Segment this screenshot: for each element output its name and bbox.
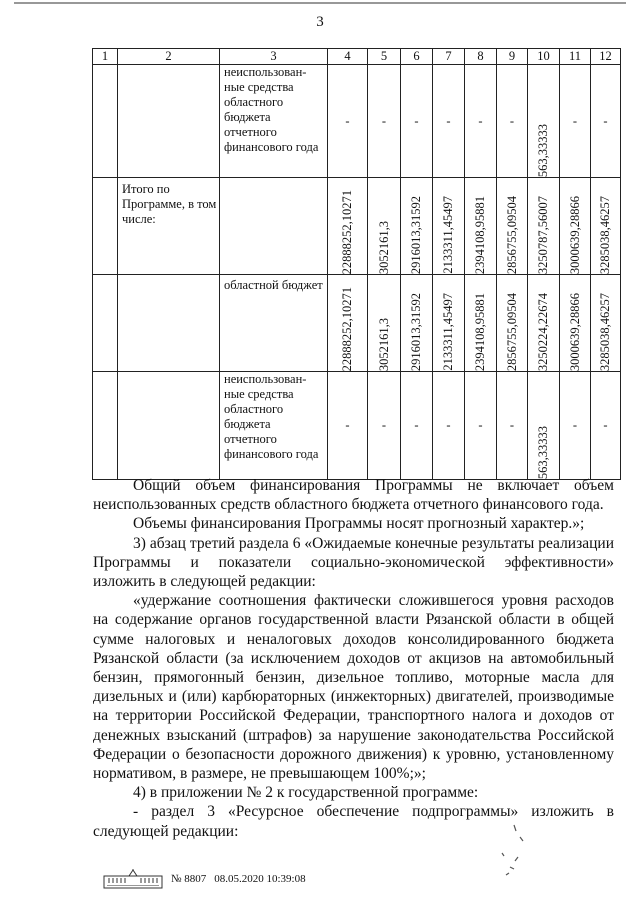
- cell-value: -: [497, 65, 528, 178]
- cell-value-rotated: 3250787,56007: [528, 178, 560, 275]
- cell-value-rotated: 2916013,31592: [401, 275, 433, 372]
- cell-value-rotated: 563,33333: [528, 65, 560, 178]
- cell-value-rotated: 2133311,45497: [433, 178, 465, 275]
- table-row: [93, 65, 621, 178]
- cell-col1: [93, 65, 118, 178]
- cell-value-rotated: 2394108,95881: [465, 275, 497, 372]
- cell-value-rotated: 3000639,28866: [560, 178, 591, 275]
- cell-value: -: [368, 65, 401, 178]
- paragraph: - раздел 3 «Ресурсное обеспечение подпрограммы» изложить в следующей редакции:: [93, 803, 614, 840]
- document-body: [93, 476, 614, 841]
- registry-stamp-icon: [103, 868, 163, 890]
- cell-value: -: [560, 65, 591, 178]
- cell-value-rotated: 2916013,31592: [401, 178, 433, 275]
- paragraph: 3) абзац третий раздела 6 «Ожидаемые конечные результаты реализации Программы и показатели социально-экономической эффективности» изложить в следующей редакции:: [93, 534, 614, 591]
- table-row: [93, 275, 621, 372]
- paragraph: Объемы финансирования Программы носят прогнозный характер.»;: [133, 515, 585, 533]
- cell-value-rotated: 3250224,22674: [528, 275, 560, 372]
- col-header: 10: [528, 49, 560, 65]
- cell-value: -: [328, 65, 368, 178]
- cell-col2: Итого по Программе, в том числе:: [118, 178, 220, 275]
- cell-col3: областной бюджет: [220, 275, 328, 372]
- cell-value-rotated: 3052161,3: [368, 275, 401, 372]
- paragraph: 4) в приложении № 2 к государственной программе:: [133, 784, 479, 802]
- cell-value: -: [328, 372, 368, 480]
- cell-value: -: [465, 372, 497, 480]
- cell-col3: неиспользован-ные средства областного бюджета отчетного финансового года: [220, 65, 328, 178]
- cell-col1: [93, 178, 118, 275]
- cell-col3: неиспользован-ные средства областного бюджета отчетного финансового года: [220, 372, 328, 480]
- col-header: 7: [433, 49, 465, 65]
- cell-value: -: [591, 372, 621, 480]
- paragraph: «удержание соотношения фактически сложившегося уровня расходов на содержание органов государственной власти Рязанской области в общей сумме налоговых и неналоговых доходов консолидированного бюджета Рязанской области (за исключением доходов от акцизов на автомобильный бензин, прямогонный бензин, дизельное топливо, моторные масла для дизельных и (или) карбюраторных (инжекторных) двигателей, производимые на территории Российской Федерации, транспортного налога и доходов от денежных взысканий (штрафов) за нарушение законодательства Российской Федерации о безопасности дорожного движения) к уровню, установленному нормативом, в размере, не превышающем 100%;»;: [93, 592, 614, 783]
- col-header: 3: [220, 49, 328, 65]
- cell-value: -: [401, 65, 433, 178]
- col-header: 4: [328, 49, 368, 65]
- cell-value: -: [433, 372, 465, 480]
- paragraph: Общий объем финансирования Программы не включает объем неиспользованных средств областного бюджета отчетного финансового года.: [93, 477, 614, 514]
- cell-col1: [93, 372, 118, 480]
- cell-col1: [93, 275, 118, 372]
- doc-number: № 8807: [171, 873, 207, 885]
- cell-value-rotated: 2856755,09504: [497, 178, 528, 275]
- table-row: [93, 372, 621, 480]
- cell-value: -: [560, 372, 591, 480]
- footer: [103, 868, 306, 890]
- cell-value: -: [591, 65, 621, 178]
- scan-edge-line: [14, 2, 626, 4]
- col-header: 9: [497, 49, 528, 65]
- cell-col3: [220, 178, 328, 275]
- cell-col2: [118, 275, 220, 372]
- table-header-row: [93, 49, 621, 65]
- col-header: 12: [591, 49, 621, 65]
- col-header: 5: [368, 49, 401, 65]
- cell-value-rotated: 2133311,45497: [433, 275, 465, 372]
- cell-value-rotated: 563,33333: [528, 372, 560, 480]
- handwritten-marks: [496, 823, 536, 883]
- cell-value-rotated: 3000639,28866: [560, 275, 591, 372]
- col-header: 6: [401, 49, 433, 65]
- col-header: 2: [118, 49, 220, 65]
- cell-col2: [118, 372, 220, 480]
- cell-value-rotated: 2856755,09504: [497, 275, 528, 372]
- cell-value: -: [401, 372, 433, 480]
- cell-value: -: [497, 372, 528, 480]
- doc-datetime: 08.05.2020 10:39:08: [214, 873, 306, 885]
- page-number: 3: [316, 14, 324, 30]
- cell-value: -: [465, 65, 497, 178]
- cell-col2: [118, 65, 220, 178]
- col-header: 8: [465, 49, 497, 65]
- cell-value-rotated: 2394108,95881: [465, 178, 497, 275]
- col-header: 11: [560, 49, 591, 65]
- financing-table: [92, 48, 621, 480]
- col-header: 1: [93, 49, 118, 65]
- cell-value: -: [368, 372, 401, 480]
- cell-value: -: [433, 65, 465, 178]
- table-row: [93, 178, 621, 275]
- cell-value-rotated: 3285038,46257: [591, 275, 621, 372]
- cell-value-rotated: 22888252,10271: [328, 178, 368, 275]
- cell-value-rotated: 3285038,46257: [591, 178, 621, 275]
- cell-value-rotated: 3052161,3: [368, 178, 401, 275]
- cell-value-rotated: 22888252,10271: [328, 275, 368, 372]
